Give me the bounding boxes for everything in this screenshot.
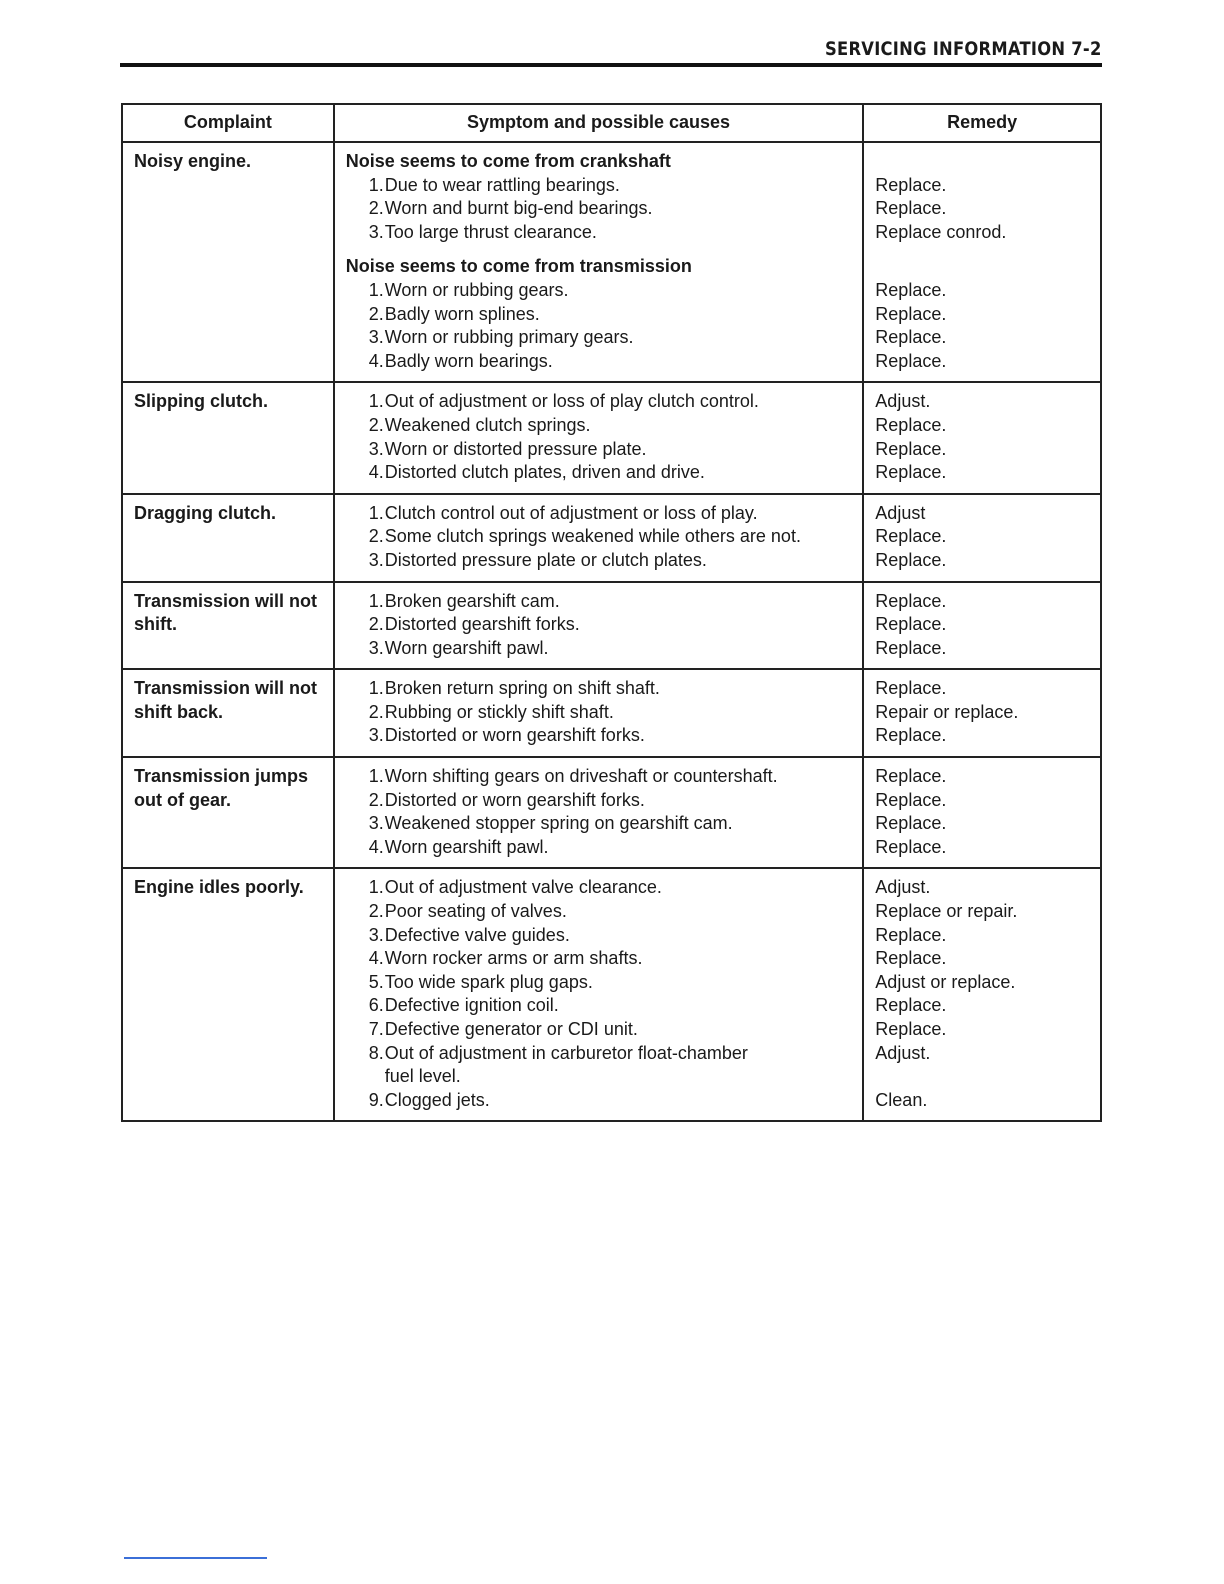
cause-item — [346, 677, 859, 701]
remedy-text: Adjust or replace. — [875, 971, 1016, 992]
remedy-cell — [863, 669, 1101, 757]
remedy-text: Replace. — [875, 303, 947, 324]
cause-item — [346, 326, 859, 350]
remedy-cell — [863, 868, 1101, 1121]
remedy-text: Replace. — [875, 526, 947, 547]
cause-number: 7. — [368, 1019, 384, 1039]
cause-text: Rubbing or stickly shift shaft. — [384, 701, 614, 722]
remedy-text: Replace. — [875, 766, 947, 787]
symptom-cell — [334, 382, 864, 493]
cause-text: Out of adjustment valve clearance. — [384, 877, 662, 898]
remedy-text: Replace. — [875, 327, 947, 348]
cause-text: Worn gearshift pawl. — [384, 836, 549, 857]
remedy-text: Replace. — [875, 678, 947, 699]
symptom-cell — [334, 868, 864, 1121]
cause-text: Distorted or worn gearshift forks. — [384, 789, 645, 810]
cause-text: Out of adjustment in carburetor float-chamber — [384, 1042, 748, 1063]
remedy-text: Repair or replace. — [875, 701, 1019, 722]
cause-text: Worn shifting gears on driveshaft or countershaft. — [384, 766, 778, 787]
cause-number: 1. — [368, 590, 384, 611]
remedy-cell — [863, 142, 1101, 382]
page-title: SERVICING INFORMATION 7-2 — [825, 38, 1102, 60]
cause-number: 6. — [368, 995, 384, 1016]
remedy-text: Replace. — [875, 637, 947, 658]
cause-item-continuation — [346, 1065, 859, 1089]
cause-item — [346, 724, 859, 748]
cause-item — [346, 1089, 859, 1113]
cause-text: Worn and burnt big-end bearings. — [384, 198, 653, 219]
complaint-cell: Transmission jumps out of gear. — [122, 757, 334, 868]
remedy-cell — [863, 582, 1101, 670]
table-row — [122, 582, 1101, 670]
cause-item — [346, 812, 859, 836]
remedy-text: Replace. — [875, 1019, 947, 1039]
complaint-cell: Slipping clutch. — [122, 382, 334, 493]
remedy-text: Replace. — [875, 924, 947, 945]
cause-item — [346, 390, 859, 414]
remedy-text: Replace. — [875, 590, 947, 611]
cause-text: Due to wear rattling bearings. — [384, 174, 620, 195]
column-header-complaint: Complaint — [122, 104, 334, 142]
remedy-text: Replace. — [875, 279, 947, 300]
remedy-text: Replace. — [875, 350, 947, 371]
complaint-cell: Engine idles poorly. — [122, 868, 334, 1121]
cause-item — [346, 549, 859, 573]
cause-number: 2. — [368, 414, 384, 435]
remedy-text: Replace. — [875, 462, 947, 483]
cause-item — [346, 765, 859, 789]
remedy-text: Adjust. — [875, 1042, 931, 1063]
cause-number: 2. — [368, 303, 384, 324]
cause-item — [346, 303, 859, 327]
cause-item — [346, 1042, 859, 1066]
cause-item — [346, 350, 859, 374]
page-header — [120, 36, 1102, 68]
cause-number: 3. — [368, 637, 384, 658]
symptom-group-title: Noise seems to come from transmission — [345, 256, 692, 277]
table-row — [122, 757, 1101, 868]
cause-text: Worn gearshift pawl. — [384, 637, 549, 658]
cause-item — [346, 174, 859, 198]
cause-text: Distorted or worn gearshift forks. — [384, 725, 645, 746]
cause-number: 3. — [368, 221, 384, 242]
cause-item — [346, 971, 859, 995]
symptom-group-title: Noise seems to come from crankshaft — [345, 151, 671, 171]
remedy-text: Replace. — [875, 174, 947, 195]
complaint-cell: Noisy engine. — [122, 142, 334, 382]
cause-number: 4. — [368, 350, 384, 371]
symptom-cell — [334, 142, 864, 382]
complaint-cell: Transmission will not shift back. — [122, 669, 334, 757]
cause-number: 1. — [368, 279, 384, 300]
cause-text: Distorted clutch plates, driven and drive. — [384, 462, 705, 483]
symptom-group — [346, 255, 859, 373]
cause-number: 2. — [368, 526, 384, 547]
column-header-symptom: Symptom and possible causes — [334, 104, 864, 142]
remedy-text: Replace. — [875, 438, 947, 459]
cause-item — [346, 461, 859, 485]
troubleshooting-table — [121, 103, 1102, 1122]
cause-number: 2. — [368, 789, 384, 810]
table-header-row — [122, 104, 1101, 142]
cause-text: Clogged jets. — [384, 1089, 490, 1110]
cause-text: Distorted pressure plate or clutch plates. — [384, 549, 707, 570]
remedy-text: Replace conrod. — [875, 221, 1007, 242]
cause-number: 3. — [368, 327, 384, 348]
cause-item — [346, 924, 859, 948]
remedy-text: Replace or repair. — [875, 901, 1018, 922]
cause-number: 3. — [368, 924, 384, 945]
cause-number: 5. — [368, 971, 384, 992]
cause-item — [346, 876, 859, 900]
cause-text: Defective generator or CDI unit. — [384, 1019, 638, 1039]
cause-item — [346, 590, 859, 614]
cause-text: Worn rocker arms or arm shafts. — [384, 948, 643, 969]
cause-number: 8. — [368, 1042, 384, 1063]
cause-text: Worn or distorted pressure plate. — [384, 438, 647, 459]
remedy-text: Replace. — [875, 948, 947, 969]
remedy-cell — [863, 757, 1101, 868]
remedy-text: Replace. — [875, 414, 947, 435]
cause-number: 3. — [368, 725, 384, 746]
cause-number: 1. — [368, 391, 384, 412]
cause-text: Badly worn bearings. — [384, 350, 553, 371]
cause-text: Badly worn splines. — [384, 303, 540, 324]
cause-number: 3. — [368, 438, 384, 459]
cause-item — [346, 221, 859, 245]
symptom-cell — [334, 494, 864, 582]
table-row — [122, 494, 1101, 582]
cause-number: 1. — [368, 174, 384, 195]
cause-number: 3. — [368, 549, 384, 570]
cause-item — [346, 836, 859, 860]
cause-number: 1. — [368, 678, 384, 699]
table-row — [122, 868, 1101, 1121]
cause-text: fuel level. — [384, 1066, 461, 1087]
cause-text: Weakened clutch springs. — [384, 414, 591, 435]
cause-number: 2. — [368, 198, 384, 219]
cause-text: Poor seating of valves. — [384, 901, 567, 922]
cause-item — [346, 789, 859, 813]
cause-item — [346, 438, 859, 462]
cause-text: Distorted gearshift forks. — [384, 614, 580, 635]
cause-item — [346, 414, 859, 438]
cause-text: Broken gearshift cam. — [384, 590, 560, 611]
table-row — [122, 142, 1101, 382]
cause-text: Too wide spark plug gaps. — [384, 971, 593, 992]
cause-item — [346, 197, 859, 221]
cause-number: 2. — [368, 901, 384, 922]
cause-item — [346, 900, 859, 924]
cause-text: Worn or rubbing primary gears. — [384, 327, 634, 348]
cause-number: 4. — [368, 462, 384, 483]
cause-number: 4. — [368, 948, 384, 969]
remedy-text: Replace. — [875, 789, 947, 810]
cause-item — [346, 1018, 859, 1042]
remedy-text: Replace. — [875, 995, 947, 1016]
remedy-text: Replace. — [875, 813, 947, 834]
cause-text: Some clutch springs weakened while others are not. — [384, 526, 801, 547]
cause-item — [346, 613, 859, 637]
cause-item — [346, 994, 859, 1018]
cause-item — [346, 525, 859, 549]
column-header-remedy: Remedy — [863, 104, 1101, 142]
remedy-text: Replace. — [875, 549, 947, 570]
cause-item — [346, 637, 859, 661]
symptom-cell — [334, 669, 864, 757]
remedy-cell — [863, 382, 1101, 493]
cause-number: 9. — [368, 1089, 384, 1110]
remedy-text: Clean. — [875, 1089, 928, 1110]
cause-number: 2. — [368, 614, 384, 635]
remedy-text: Replace. — [875, 836, 947, 857]
complaint-cell: Dragging clutch. — [122, 494, 334, 582]
cause-text: Broken return spring on shift shaft. — [384, 678, 660, 699]
complaint-cell: Transmission will not shift. — [122, 582, 334, 670]
remedy-text: Adjust. — [875, 391, 931, 412]
remedy-cell — [863, 494, 1101, 582]
cause-item — [346, 502, 859, 526]
cause-number: 2. — [368, 701, 384, 722]
cause-text: Out of adjustment or loss of play clutch control. — [384, 391, 759, 412]
symptom-cell — [334, 582, 864, 670]
header-rule — [120, 63, 1102, 67]
remedy-text: Replace. — [875, 614, 947, 635]
table-row — [122, 669, 1101, 757]
remedy-text: Adjust. — [875, 877, 931, 898]
cause-text: Worn or rubbing gears. — [384, 279, 569, 300]
cause-text: Too large thrust clearance. — [384, 221, 597, 242]
cause-number: 1. — [368, 766, 384, 787]
cause-text: Defective valve guides. — [384, 924, 570, 945]
cause-text: Weakened stopper spring on gearshift cam. — [384, 813, 733, 834]
symptom-cell — [334, 757, 864, 868]
footer-link-underline — [124, 1557, 267, 1559]
remedy-text: Replace. — [875, 198, 947, 219]
remedy-text: Adjust — [875, 502, 926, 523]
cause-number: 1. — [368, 877, 384, 898]
cause-number: 1. — [368, 502, 384, 523]
cause-text: Clutch control out of adjustment or loss of play. — [384, 502, 758, 523]
cause-text: Defective ignition coil. — [384, 995, 559, 1016]
table-row — [122, 382, 1101, 493]
cause-number: 4. — [368, 836, 384, 857]
cause-number: 3. — [368, 813, 384, 834]
cause-item — [346, 701, 859, 725]
cause-item — [346, 279, 859, 303]
remedy-text: Replace. — [875, 725, 947, 746]
symptom-group — [346, 150, 859, 244]
cause-item — [346, 947, 859, 971]
